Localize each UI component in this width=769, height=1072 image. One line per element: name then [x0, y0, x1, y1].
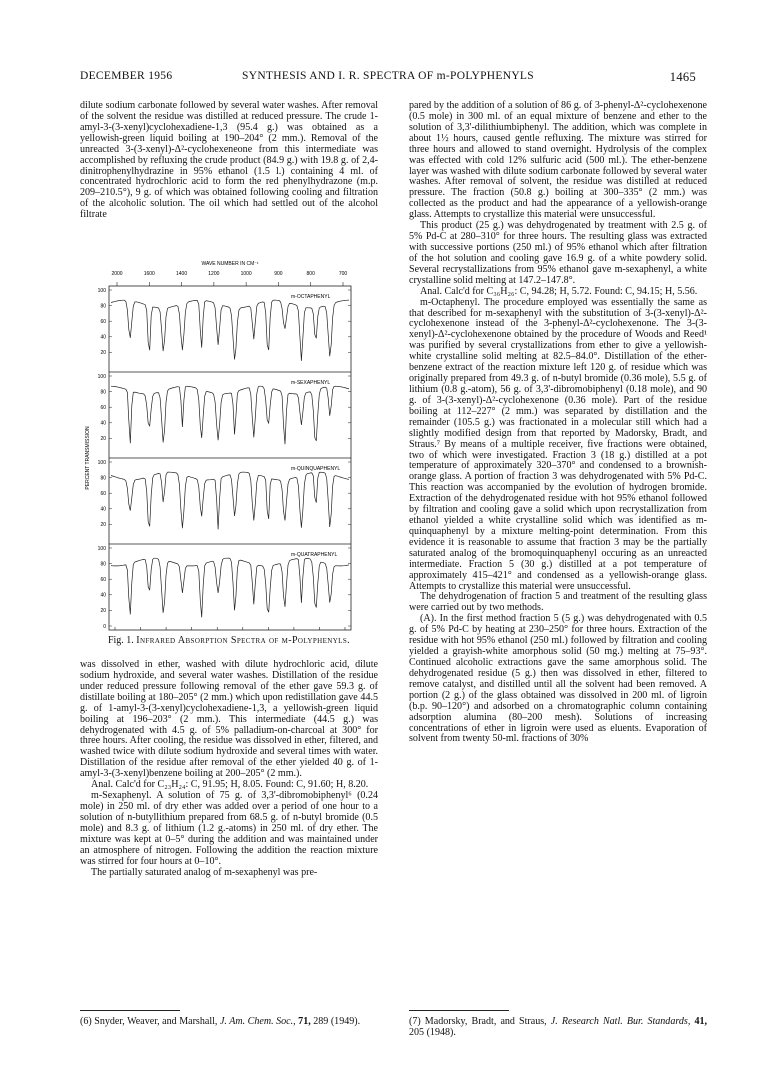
spectra-plot [79, 258, 379, 632]
y-tick-label: 60 [100, 319, 106, 325]
right-paragraph-anal: Anal. Calc'd for C₃₆H₂₆: C, 94.28; H, 5.72. Found: C, 94.15; H, 5.56. [420, 285, 698, 297]
left-top-paragraph: dilute sodium carbonate followed by several water washes. After removal of the solvent the residue was distilled at reduced pressure. The crude 1-amyl-3-(3-xenyl)cyclohexadiene-1,3 (95.4 g.) was obtained as a yellowish-green liquid boiling at 190–204° (2 mm.). Removal of the unreacted 3-(3-xenyl)-Δ²-cyclohexeneone from this intermediate was accomplished by refluxing the crude product (84.9 g.) with 19.8 g. of 2,4-dinitrophenylhydrazine in 95% ethanol (1.5 l.) containing 4 ml. of concentrated hydrochloric acid to form the red phenylhydrazone (m.p. 209–210.5°), 9 g. of which was obtained following cooling and filtration of the alcoholic solution. The oil which had settled out of the alcohol filtrate [80, 100, 378, 221]
panel-label: m-SEXAPHENYL [291, 380, 331, 386]
panel-label: m-OCTAPHENYL [291, 294, 331, 300]
spectrum-trace [111, 472, 349, 529]
footnote-7 [409, 1016, 707, 1038]
footnote-7-volume: 41, [694, 1016, 708, 1027]
footnote-6-rest: 289 (1949). [310, 1016, 361, 1027]
y-tick-label: 80 [100, 389, 106, 396]
y-tick-label: 40 [100, 592, 106, 599]
y-tick-label: 80 [100, 475, 106, 482]
footnote-6-journal: J. Am. Chem. Soc., [219, 1016, 296, 1027]
panel-label: m-QUATRAPHENYL [291, 552, 338, 558]
left-paragraph-1: was dissolved in ether, washed with dilute hydrochloric acid, dilute sodium hydroxide, and several water washes. Distillation of the residue under reduced pressure following removal of the ether gave 59.3 g. of distillate boiling at 180–205° (2 mm.) which upon redistillation gave 44.5 g. of 1-amyl-3-(3-xenyl)cyclohexadiene-1,3, a yellowish-green liquid boiling at 196–203° (2 mm.). This intermediate (44.5 g.) was dehydrogenated with 4.5 g. of 5% palladium-on-charcoal at 300° for three hours. After cooling, the residue was dissolved in ether, filtered, and washed twice with dilute sodium hydroxide and several times with water. Distillation of the residue after removal of the ether yielded 40 g. of 1-amyl-3-(3-xenyl)benzene boiling at 200–205° (2 mm.). [80, 659, 378, 780]
top-tick-label: 1200 [208, 271, 220, 277]
header-page-number: 1465 [669, 70, 696, 84]
y-tick-label: 60 [100, 405, 106, 411]
top-axis-label: WAVE NUMBER IN CM⁻¹ [201, 261, 259, 267]
y-tick-label: 100 [97, 373, 106, 380]
right-paragraph-6: (A). In the first method fraction 5 (5 g.) was dehydrogenated with 0.5 g. of 5% Pd-C by heating at 230–250° for three hours. Extraction of the residue with hot 95% ethanol (250 ml.) followed by filtration and cooling yielded a grayish-white amorphous solid (50 mg.) melting at 75–93°. Continued alcoholic extractions gave the same amorphous solid. The dehydrogenated residue (5 g.) then was dissolved in ether, filtered to remove catalyst, and distilled until all the solvent had been removed. A portion (2 g.) of the glass obtained was dissolved in 200 ml. of ligroin (b.p. 90–120°) and adsorbed on a chromatographic column containing adsorption alumina (80–200 mesh). Solutions of increasing concentrations of ether in ligroin were used as eluents. Evaporation of solvent from twenty 50-ml. fractions of 30% [409, 613, 707, 745]
y-tick-label: 0 [103, 623, 106, 630]
y-tick-label: 20 [100, 522, 106, 529]
y-tick-label: 20 [100, 436, 106, 443]
y-tick-label: 20 [100, 608, 106, 615]
spectrum-trace [111, 386, 349, 444]
left-column [80, 101, 378, 221]
y-tick-label: 100 [97, 287, 106, 294]
spectrum-trace [111, 558, 349, 617]
y-tick-label: 80 [100, 561, 106, 568]
y-tick-label: 60 [100, 577, 106, 583]
figure-caption-label: Fig. 1. [107, 635, 134, 646]
left-paragraph-anal: Anal. Calc'd for C₂₃H₂₄: C, 91.95; H, 8.05. Found: C, 91.60; H, 8.20. [91, 779, 369, 791]
header-date: DECEMBER 1956 [80, 70, 173, 82]
y-tick-label: 40 [100, 420, 106, 427]
right-paragraph-octaphenyl: m-Octaphenyl. The procedure employed was essentially the same as that described for m-sexaphenyl with the substitution of 3-(3-xenyl)-Δ²-cyclohexenone instead of the 3-phenyl-Δ²-cyclohexenone. The 3-(3-xenyl)-Δ²-cyclohexenone obtained by the procedure of Woods and Reed¹ was purified by several crystallizations from ether to give a yellowish-white crystalline solid melting at 82.5–84.0°. Distillation of the ether-benzene extract of the reaction mixture left 120 g. of residue which was originally prepared from 49.3 g. of n-butyl bromide (0.36 mole), 5.5 g. of lithium (0.8 g.-atom), 56 g. of 3,3'-dibromobiphenyl (0.18 mole), and 90 g. of 3-(3-xenyl)-Δ²-cyclohexenone (0.36 mole). Part of the residue boiling at 112–227° (2 mm.) was separated by distillation and the remainder (105.5 g.) was fractionated in a molecular still which had a slightly modified design from that reported by Madorsky, Bradt, and Straus.⁷ By means of a multiple receiver, five fractions were obtained, two of which were investigated. Fraction 3 (18 g.) distilled at a pot temperature of approximately 320–370° and condensed to a brownish-orange glass. A portion of fraction 3 was dehydrogenated with 5% Pd-C. This reaction was accompanied by the evolution of hydrogen bromide. Extraction of the dehydrogenated residue with hot 95% ethanol followed by filtration and cooling gave a solid which upon recrystallization from ethanol yielded a white crystalline solid which was identified as m-quinquaphenyl by a mixture melting-point determination. From this evidence it is reasonable to assume that fraction 3 may be the partially saturated analog of the bromoquinquaphenyl occuring as an unreacted intermediate. Fraction 5 (30 g.) distilled at a pot temperature of approximately 415–421° and condensed as a yellowish-orange glass. Attempts to crystallize this material were unsuccessful. [409, 296, 707, 592]
footnote-7-journal: J. Research Natl. Bur. Standards, [550, 1016, 691, 1027]
right-column [409, 101, 707, 745]
panel-label: m-QUINQUAPHENYL [291, 466, 341, 472]
y-tick-label: 40 [100, 334, 106, 341]
left-bottom-column [80, 660, 378, 878]
top-tick-label: 700 [338, 271, 348, 277]
y-tick-label: 100 [97, 545, 106, 552]
figure-caption [80, 635, 378, 646]
footnote-6-volume: 71, [298, 1016, 311, 1027]
spectrum-trace [111, 300, 349, 361]
y-axis-label: PERCENT TRANSMISSION [85, 426, 91, 490]
y-tick-label: 100 [97, 459, 106, 466]
footnote-7-text: (7) Madorsky, Bradt, and Straus, [409, 1016, 551, 1027]
left-paragraph-sexaphenyl: m-Sexaphenyl. A solution of 75 g. of 3,3'-dibromobiphenyl⁶ (0.24 mole) in 250 ml. of dry ether was added over a period of one hour to a solution of n-butyllithium prepared from 68.5 g. of n-butyl bromide (0.5 mole) and 8.3 g. of lithium (1.2 g.-atoms) in 250 ml. of dry ether. The mixture was kept at 0–5° during the addition and was maintained under an atmosphere of nitrogen. Following the addition the reaction mixture was stirred for four hours at 0–10°. [80, 790, 378, 867]
footnote-6 [80, 1016, 378, 1027]
top-tick-label: 900 [274, 271, 283, 277]
y-tick-label: 60 [100, 491, 106, 497]
footnote-rule-right [409, 1010, 509, 1011]
ir-spectra-figure [79, 258, 379, 632]
figure-caption-text: Infrared Absorption Spectra of m-Polyphenyls. [136, 635, 351, 646]
footnote-7-rest: 205 (1948). [409, 1027, 456, 1038]
footnote-rule-left [80, 1010, 180, 1011]
left-paragraph-last: The partially saturated analog of m-sexaphenyl was pre- [91, 866, 318, 878]
top-tick-label: 1400 [176, 271, 188, 277]
y-tick-label: 20 [100, 350, 106, 357]
running-header [80, 70, 696, 84]
right-paragraph-1: pared by the addition of a solution of 86 g. of 3-phenyl-Δ²-cyclohexenone (0.5 mole) in 300 ml. of an equal mixture of benzene and ether to the solution of 3,3'-dilithiumbiphenyl. The addition, which was complete in about 1½ hours, caused gentle refluxing. The mixture was stirred for three hours and allowed to stand overnight. Hydrolysis of the complex was effected with cold 12% sulfuric acid (500 ml.). The ether-benzene layer was washed with dilute sodium carbonate followed by several water washes. After removal of solvent, the residue was distilled at reduced pressure. The fraction (50.8 g.) boiling at 300–335° (2 mm.) was collected as the product and had the appearance of a yellowish-orange glass. Attempts to crystallize this material were unsuccessful. [409, 100, 707, 221]
y-tick-label: 40 [100, 506, 106, 513]
right-paragraph-5: The dehydrogenation of fraction 5 and treatment of the resulting glass were carried out by two methods. [409, 591, 707, 614]
top-tick-label: 1000 [240, 271, 252, 277]
header-running-title: SYNTHESIS AND I. R. SPECTRA OF m-POLYPHENYLS [242, 70, 534, 82]
top-tick-label: 800 [306, 271, 315, 277]
footnote-6-text: (6) Snyder, Weaver, and Marshall, [80, 1016, 220, 1027]
y-tick-label: 80 [100, 303, 106, 310]
top-tick-label: 1600 [143, 271, 155, 277]
top-tick-label: 2000 [111, 271, 123, 277]
right-paragraph-2: This product (25 g.) was dehydrogenated by treatment with 2.5 g. of 5% Pd-C at 280–310° for three hours. The resulting glass was extracted with successive portions (250 ml.) of 95% ethanol which after filtration of the hot solution and cooling gave 16.9 g. of a white powdery solid. Several recrystallizations from 95% ethanol gave m-sexaphenyl, a white crystalline solid melting at 147.2–147.8°. [409, 220, 707, 286]
